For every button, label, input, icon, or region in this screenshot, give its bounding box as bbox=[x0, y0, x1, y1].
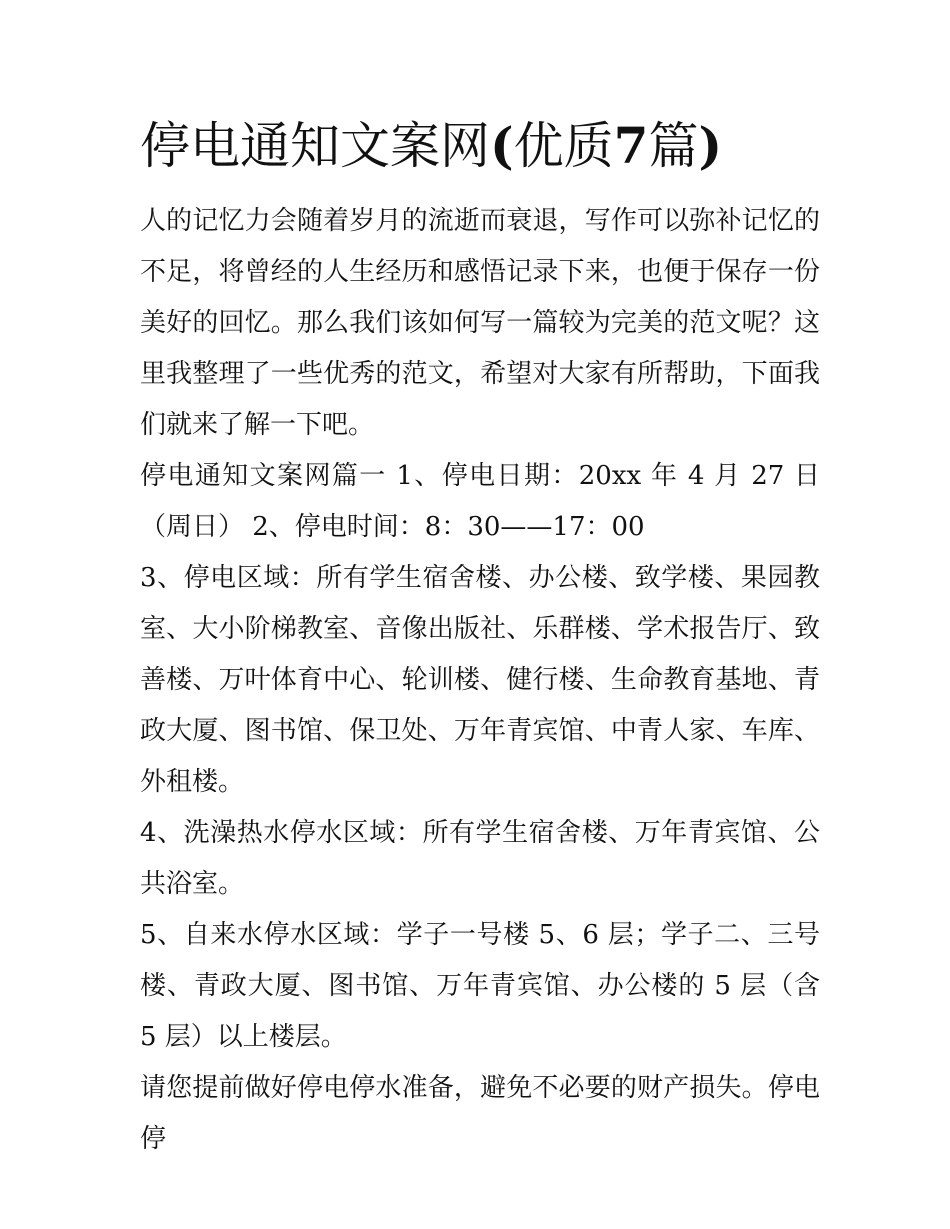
reminder-paragraph: 请您提前做好停电停水准备，避免不必要的财产损失。停电停 bbox=[140, 1073, 820, 1154]
title-paren-close: ) bbox=[698, 116, 723, 175]
title-unit: 篇 bbox=[648, 117, 699, 175]
title-main: 停电通知文案网 bbox=[140, 117, 490, 175]
title-paren-open: ( bbox=[490, 116, 514, 175]
hot-water-outage-paragraph: 4、洗澡热水停水区域：所有学生宿舍楼、万年青宾馆、公共浴室。 bbox=[140, 818, 820, 899]
intro-paragraph: 人的记忆力会随着岁月的流逝而衰退，写作可以弥补记忆的不足，将曾经的人生经历和感悟记录下来，也便于保存一份美好的回忆。那么我们该如何写一篇较为完美的范文呢？这里我整理了一些优秀的范文，希望对大家有所帮助，下面我们就来了解一下吧。 bbox=[140, 206, 820, 440]
title-quality: 优质 bbox=[513, 117, 614, 175]
power-outage-area-paragraph: 3、停电区域：所有学生宿舍楼、办公楼、致学楼、果园教室、大小阶梯教室、音像出版社、乐群楼、学术报告厅、致善楼、万叶体育中心、轮训楼、健行楼、生命教育基地、青政大厦、图书馆、保卫处、万年青宾馆、中青人家、车库、外租楼。 bbox=[140, 563, 820, 797]
notice-date-time-paragraph: 停电通知文案网篇一 1、停电日期：20xx 年 4 月 27 日（周日） 2、停电时间：8：30——17：00 bbox=[140, 461, 820, 542]
title-count: 7 bbox=[613, 116, 649, 175]
document-body bbox=[140, 196, 820, 1165]
tap-water-outage-paragraph: 5、自来水停水区域：学子一号楼 5、6 层；学子二、三号楼、青政大厦、图书馆、万年青宾馆、办公楼的 5 层（含 5 层）以上楼层。 bbox=[140, 920, 820, 1052]
document-title bbox=[140, 114, 860, 178]
